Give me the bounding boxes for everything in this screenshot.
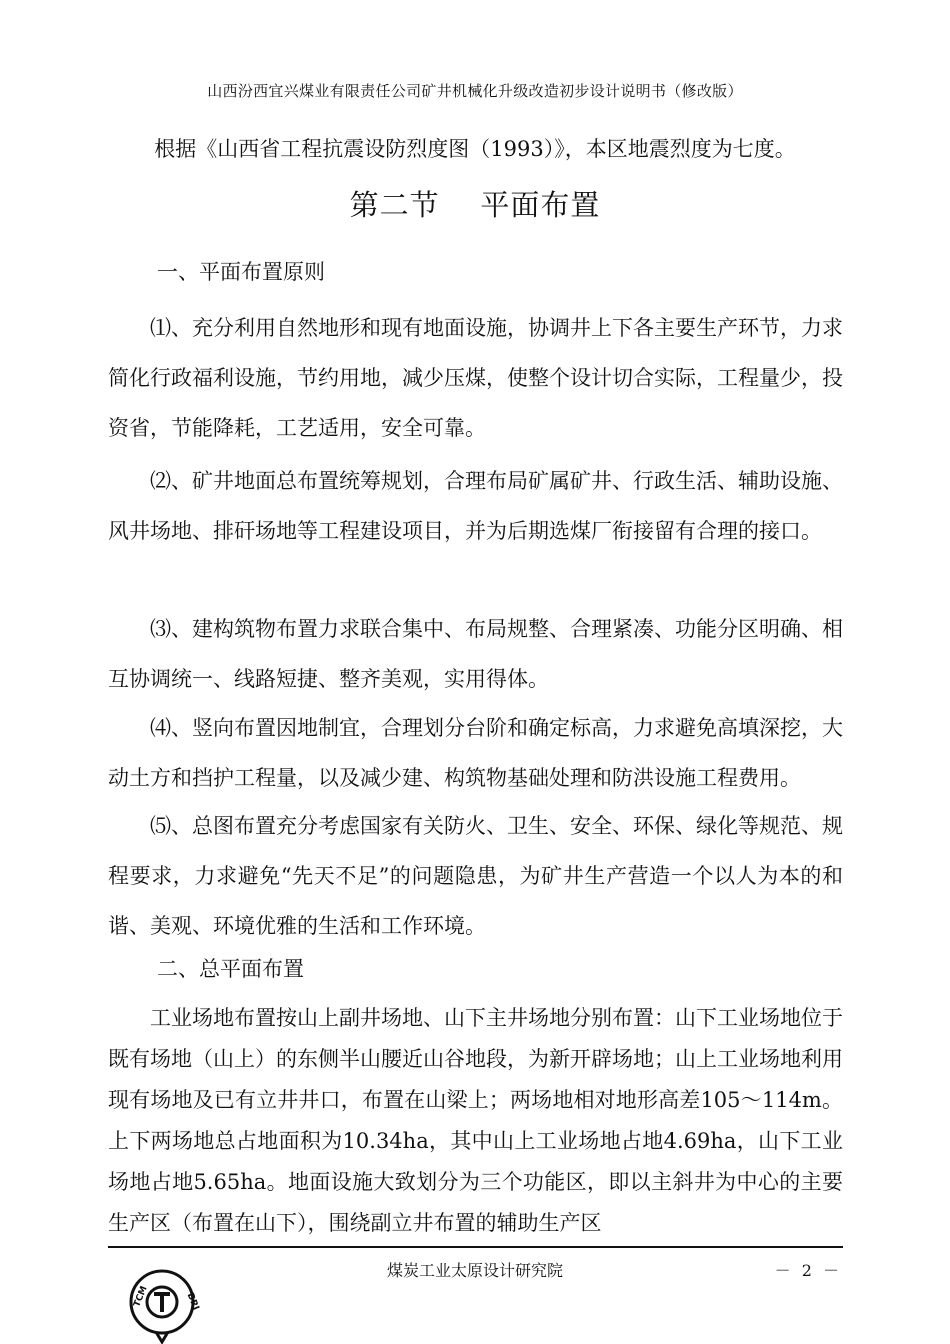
svg-text:DRI: DRI [184,1291,201,1312]
general-layout-paragraph: 工业场地布置按山上副井场地、山下主井场地分别布置：山下工业场地位于既有场地（山上）的东侧半山腰近山谷地段，为新开辟场地；山上工业场地利用现有场地及已有立井井口，布置在山梁上；两场地相对地形高差105～114m。上下两场地总占地面积为10.34ha，其中山上工业场地占地4.69ha，山下工业场地占地5.65ha。地面设施大致划分为三个功能区，即以主斜井为中心的主要生产区（布置在山下），围绕副立井布置的辅助生产区 [108,1006,843,1235]
seismic-intensity-line: 根据《山西省工程抗震设防烈度图（1993）》，本区地震烈度为七度。 [154,137,796,161]
principle-item-4: ⑷、竖向布置因地制宜，合理划分台阶和确定标高，力求避免高填深挖，大动土方和挡护工程量，以及减少建、构筑物基础处理和防洪设施工程费用。 [108,716,843,790]
svg-text:TCM: TCM [132,1284,150,1309]
subsection-heading-principles: 一、平面布置原则 [157,260,325,284]
principle-item-5: ⑸、总图布置充分考虑国家有关防火、卫生、安全、环保、绿化等规范、规程要求，力求避免“先天不足”的问题隐患，为矿井生产营造一个以人为本的和谐、美观、环境优雅的生活和工作环境。 [108,814,843,938]
section-title: 第二节 平面布置 [349,188,601,222]
principle-item-2: ⑵、矿井地面总布置统筹规划，合理布局矿属矿井、行政生活、辅助设施、风井场地、排矸场地等工程建设项目，并为后期选煤厂衔接留有合理的接口。 [108,469,843,543]
principle-item-1: ⑴、充分利用自然地形和现有地面设施，协调井上下各主要生产环节，力求简化行政福利设施，节约用地，减少压煤，使整个设计切合实际，工程量少，投资省，节能降耗，工艺适用，安全可靠。 [108,316,843,440]
footer-divider [108,1246,843,1248]
document-header: 山西汾西宜兴煤业有限责任公司矿井机械化升级改造初步设计说明书（修改版） [207,82,743,100]
institute-logo [126,1262,201,1344]
subsection-heading-general-layout: 二、总平面布置 [157,957,304,981]
page-number: － 2 － [774,1261,842,1280]
footer-institute: 煤炭工业太原设计研究院 [386,1261,563,1280]
principle-item-3: ⑶、建构筑物布置力求联合集中、布局规整、合理紧凑、功能分区明确、相互协调统一、线路短捷、整齐美观，实用得体。 [108,617,843,691]
